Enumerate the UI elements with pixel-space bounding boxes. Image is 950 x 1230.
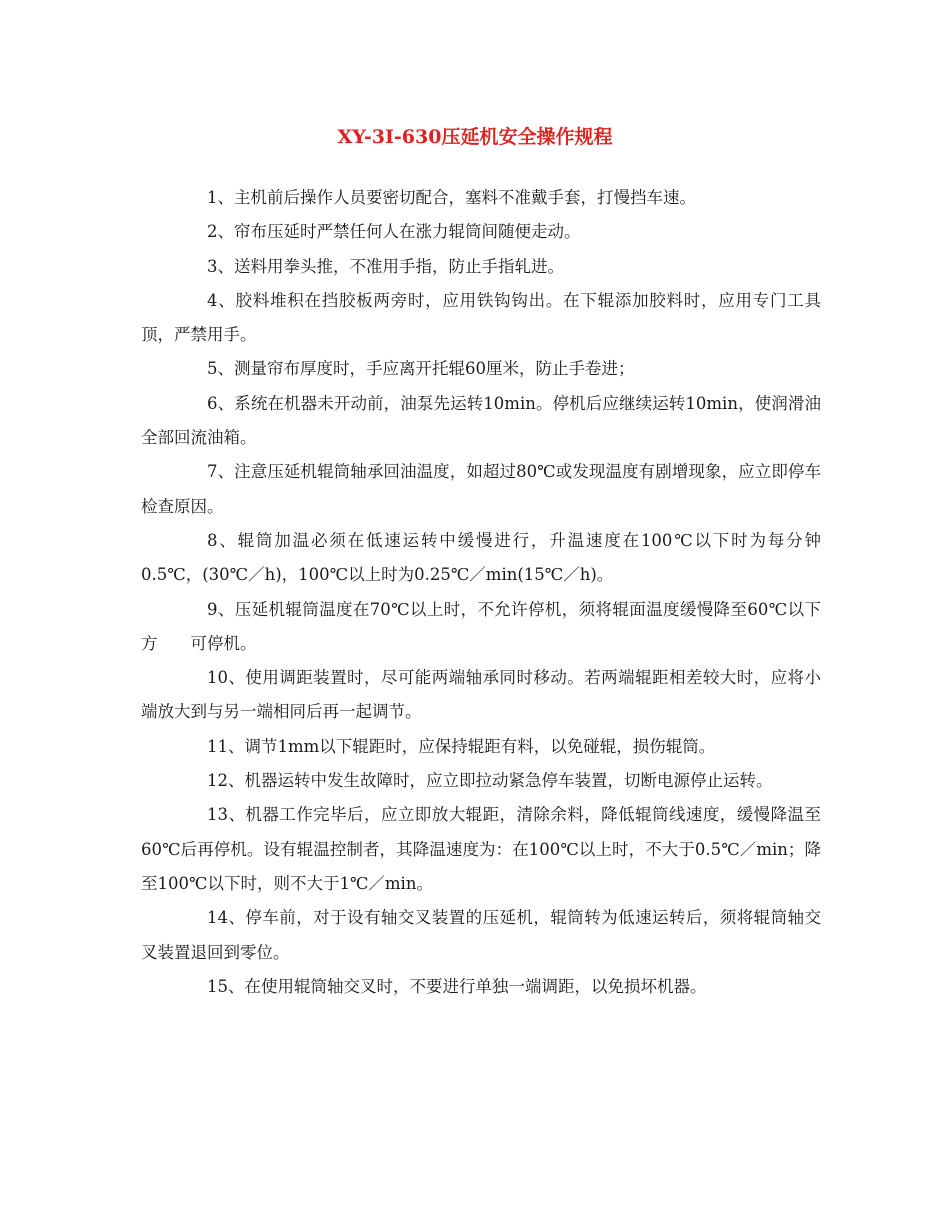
rule-paragraph-7: 7、注意压延机辊筒轴承回油温度，如超过80℃或发现温度有剧增现象，应立即停车检查原因。 [141,462,821,516]
rule-paragraph-8: 8、辊筒加温必须在低速运转中缓慢进行，升温速度在100℃以下时为每分钟0.5℃，(30℃／h)，100℃以上时为0.25℃／min(15℃／h)。 [141,530,821,585]
rule-paragraph-3: 3、送料用拳头推，不准用手指，防止手指轧进。 [207,256,564,276]
rule-paragraph-15: 15、在使用辊筒轴交叉时，不要进行单独一端调距，以免损坏机器。 [207,976,707,996]
rule-paragraph-5: 5、测量帘布厚度时，手应离开托辊60厘米，防止手卷进； [207,359,635,379]
rule-paragraph-2: 2、帘布压延时严禁任何人在涨力辊筒间随便走动。 [207,222,581,242]
rule-paragraph-11: 11、调节1mm以下辊距时，应保持辊距有料，以免碰辊，损伤辊筒。 [207,736,716,756]
rule-paragraph-14: 14、停车前，对于设有轴交叉装置的压延机，辊筒转为低速运转后，须将辊筒轴交叉装置退回到零位。 [141,908,821,962]
document-body [141,181,821,1004]
rule-paragraph-13: 13、机器工作完毕后，应立即放大辊距，清除余料，降低辊筒线速度，缓慢降温至60℃后再停机。设有辊温控制者，其降温速度为：在100℃以上时，不大于0.5℃／min；降至100℃以下时，则不大于1℃／min。 [141,805,821,893]
rule-paragraph-4: 4、胶料堆积在挡胶板两旁时，应用铁钩钩出。在下辊添加胶料时，应用专门工具顶，严禁用手。 [141,290,821,345]
rule-paragraph-1: 1、主机前后操作人员要密切配合，塞料不准戴手套，打慢挡车速。 [207,188,696,207]
document-title: XY-3I-630压延机安全操作规程 [337,126,613,148]
rule-paragraph-6: 6、系统在机器未开动前，油泵先运转10min。停机后应继续运转10min，使润滑油全部回流油箱。 [141,393,821,448]
rule-paragraph-10: 10、使用调距装置时，尽可能两端轴承同时移动。若两端辊距相差较大时，应将小端放大到与另一端相同后再一起调节。 [141,668,821,722]
rule-paragraph-9: 9、压延机辊筒温度在70℃以上时，不允许停机，须将辊面温度缓慢降至60℃以下方 可停机。 [141,599,821,653]
rule-paragraph-12: 12、机器运转中发生故障时，应立即拉动紧急停车装置，切断电源停止运转。 [207,771,773,791]
